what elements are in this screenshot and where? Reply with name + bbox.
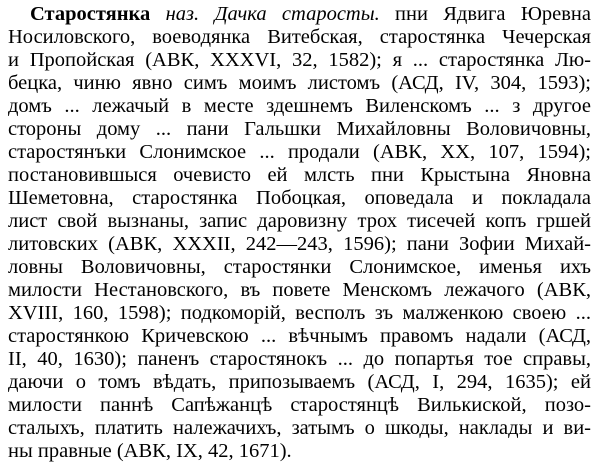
grammar-label: наз. Дачка старосты. — [165, 3, 380, 25]
headword: Старостянка — [30, 3, 151, 25]
entry-line-11: литовских (АВК, XXXII, 242—243, 1596); пани Зофии Михай- — [8, 233, 591, 255]
entry-line-13: милости Нестановского, въ повете Менскомъ лежачого (АВК, — [8, 279, 591, 301]
entry-line-3: и Пропойская (АВК, XXXVI, 32, 1582); я ... старостянка Лю- — [8, 49, 591, 71]
entry-line-20: ны правные (АВК, IX, 42, 1671). — [8, 440, 292, 462]
entry-line-17: даючи о томъ вѣдать, припозываемъ (АСД, I, 294, 1635); ей — [8, 371, 591, 393]
entry-line-16: II, 40, 1630); паненъ старостянокъ ... до попартья тое справы, — [8, 348, 591, 370]
entry-line-14: XVIII, 160, 1598); подкоморій, весполъ зъ малженкою своею ... — [8, 302, 591, 324]
entry-line-1-text: пни Ядвига Юревна — [379, 3, 591, 25]
entry-line-7: старостянъки Слонимское ... продали (АВК, XX, 107, 1594); — [8, 141, 591, 163]
entry-line-2: Носиловского, воеводянка Витебская, старостянка Чечерская — [8, 26, 591, 48]
entry-line-6: стороны дому ... пани Гальшки Михайловны Воловичовны, — [8, 118, 591, 140]
entry-line-19: сталыхъ, платить належачихъ, затымъ о шкоды, наклады и ви- — [8, 417, 591, 439]
entry-line-18: милости паннѣ Сапѣжанцѣ старостянцѣ Вилькиской, позо- — [8, 394, 591, 416]
entry-line-4: бецка, чиню явно симъ моимъ листомъ (АСД, IV, 304, 1593); — [8, 72, 591, 94]
entry-line-15: старостянкою Кричевскою ... вѣчнымъ правомъ надали (АСД, — [8, 325, 591, 347]
entry-line-5: домъ ... лежачый в месте здешнемъ Виленскомъ ... з другое — [8, 95, 591, 117]
entry-line-9: Шеметовна, старостянка Побоцкая, оповедала и покладала — [8, 187, 591, 209]
entry-line-10: лист свой вызнаны, запис даровизну трох тисечей копъ гршей — [8, 210, 591, 232]
entry-line-8: постановившыся очевисто ей млсть пни Крыстына Яновна — [8, 164, 591, 186]
entry-line-12: ловны Воловичовны, старостянки Слонимское, именья ихъ — [8, 256, 591, 278]
entry-line-1 — [30, 2, 591, 26]
